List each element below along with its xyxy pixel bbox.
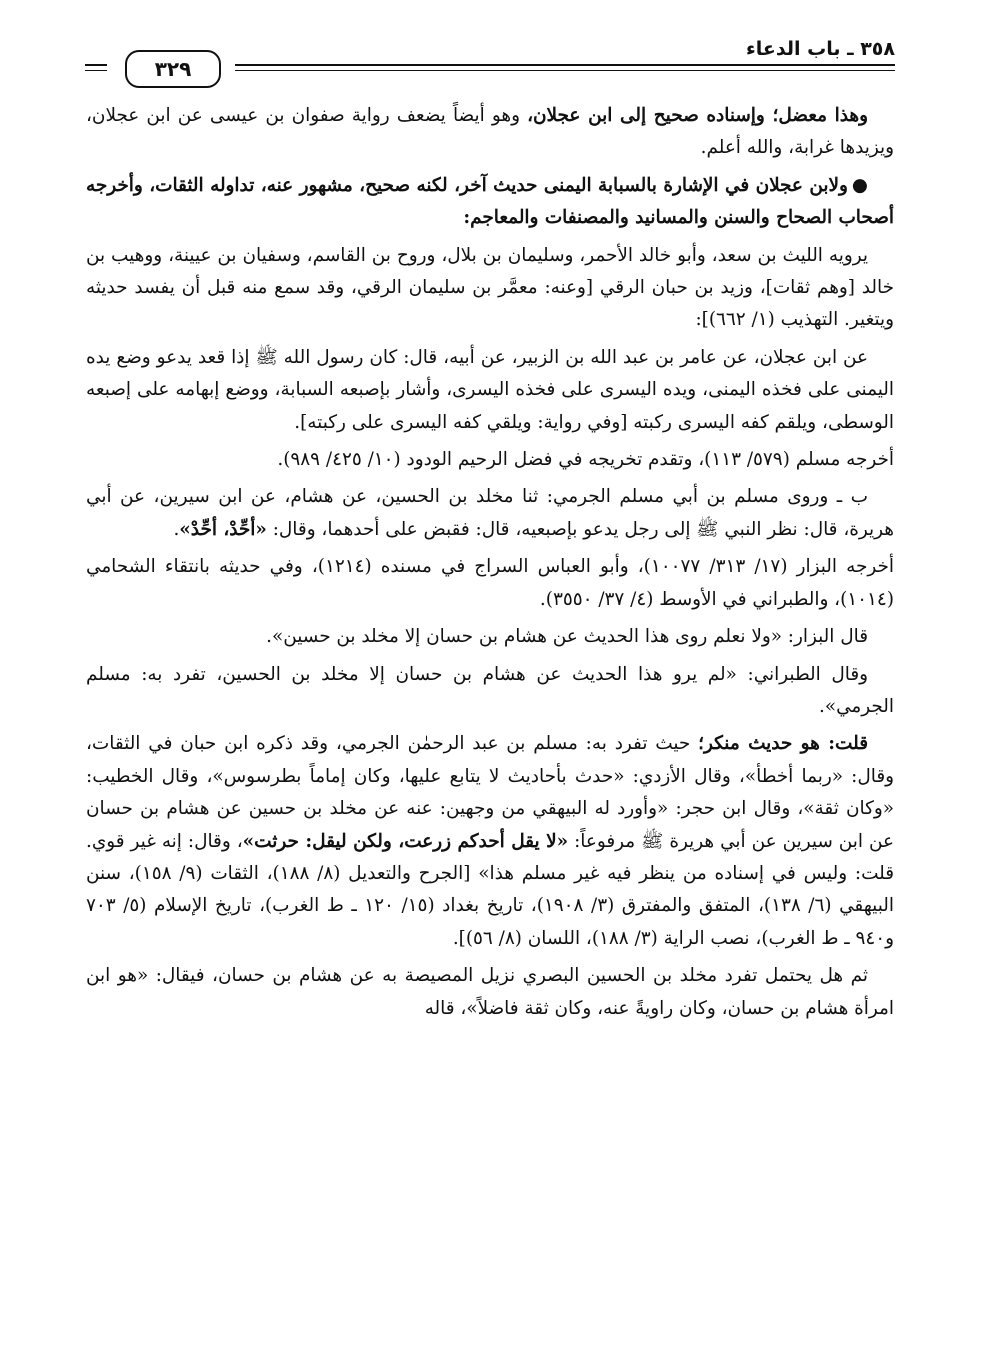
header-rule-right-top: [235, 64, 895, 66]
p10-text-2: ، وقال: إنه غير قوي. قلت: وليس في إسناده من ينظر فيه غير مسلم هذا» [الجرح والتعديل (٨/ ١٨٨)، الثقات (٩/ ١٥٨)، سنن البيهقي (٦/ ١٣٨)، المتفق والمفترق (٣/ ١٩٠٨)، تاريخ بغداد (١٥/ ١٢٠ ـ ط الغرب)، تاريخ الإسلام (٥/ ٧٠٣ و٩٤٠ ـ ط الغرب)، نصب الراية (٣/ ١٨٨)، اللسان (٨/ ٥٦)].: [86, 830, 895, 949]
page-number: ٣٢٩: [154, 57, 192, 81]
header-rule-left-top: [85, 64, 107, 66]
header-rule-right-bottom: [235, 70, 895, 71]
p6-end: .: [173, 518, 180, 540]
paragraph-3: يرويه الليث بن سعد، وأبو خالد الأحمر، وسليمان بن بلال، وروح بن القاسم، وسفيان بن عيينة، ووهيب بن خالد [وهم ثقات]، وزيد بن حبان الرقي [وعنه: معمَّر بن سليمان الرقي، وقد سمع منه قبل أن يفسد حديثه ويتغير. التهذيب (١/ ٦٦٢)]:: [86, 244, 894, 331]
p10-bold-quote: «لا يقل أحدكم زرعت، ولكن ليقل: حرثت»: [242, 830, 569, 852]
paragraph-6: [86, 481, 894, 546]
p10-text: حيث تفرد به: مسلم بن عبد الرحمٰن الجرمي، وقد ذكره ابن حبان في الثقات، وقال: «ربما أخطأ»، وقال الأزدي: «حدث بأحاديث لا يتابع عليها، وكان إماماً بطرسوس»، وقال الخطيب: «وكان ثقة»، وقال ابن حجر: «وأورد له البيهقي من وجهين: عنه عن مخلد بن حسين عن هشام بن حسان عن ابن سيرين عن أبي هريرة ﷺ مرفوعاً:: [86, 733, 894, 852]
bullet-icon: ●: [851, 174, 868, 196]
p1-bold: وهذا معضل؛ وإسناده صحيح إلى ابن عجلان،: [527, 105, 868, 126]
paragraph-11: ثم هل يحتمل تفرد مخلد بن الحسين البصري نزيل المصيصة به عن هشام بن حسان، فيقال: «هو ابن امرأة هشام بن حسان، وكان راويةً عنه، وكان ثقة فاضلاً»، قاله: [86, 965, 894, 1019]
paragraph-10: [86, 728, 894, 955]
paragraph-8: قال البزار: «ولا نعلم روى هذا الحديث عن هشام بن حسان إلا مخلد بن حسين».: [266, 626, 868, 648]
page-number-frame: [125, 50, 221, 88]
p10-bold: قلت: هو حديث منكر؛: [698, 733, 868, 755]
paragraph-5: أخرجه مسلم (٥٧٩/ ١١٣)، وتقدم تخريجه في فضل الرحيم الودود (١٠/ ٤٢٥/ ٩٨٩).: [277, 449, 894, 471]
paragraph-9: وقال الطبراني: «لم يرو هذا الحديث عن هشام بن حسان إلا مخلد بن الحسين، تفرد به: مسلم الجرمي».: [86, 663, 894, 717]
paragraph-2: [86, 170, 894, 235]
p6-text: ب ـ وروى مسلم بن أبي مسلم الجرمي: ثنا مخلد بن الحسين، عن هشام، عن ابن سيرين، عن أبي هريرة، قال: نظر النبي ﷺ إلى رجل يدعو بإصبعيه، قال: فقبض على أحدهما، وقال:: [86, 486, 894, 540]
running-head: ٣٥٨ ـ باب الدعاء: [746, 38, 895, 60]
p1-text: وهو أيضاً يضعف رواية صفوان بن عيسى عن ابن عجلان، ويزيدها غرابة، والله أعلم.: [86, 105, 894, 159]
p2-bold: ولابن عجلان في الإشارة بالسبابة اليمنى حديث آخر، لكنه صحيح، مشهور عنه، تداوله الثقات، وأخرجه أصحاب الصحاح والسنن والمسانيد والمصنفات والمعاجم:: [86, 174, 894, 229]
page-body: [86, 100, 894, 1030]
paragraph-7: أخرجه البزار (١٧/ ٣١٣/ ١٠٠٧٧)، وأبو العباس السراج في مسنده (١٢١٤)، وفي حديثه بانتقاء الشحامي (١٠١٤)، والطبراني في الأوسط (٤/ ٣٧/ ٣٥٥٠).: [86, 556, 895, 610]
p6-bold: «أحِّدْ، أحِّدْ»: [179, 518, 267, 540]
header-rule-left-bottom: [85, 70, 107, 71]
paragraph-1: [86, 100, 894, 165]
paragraph-4: عن ابن عجلان، عن عامر بن عبد الله بن الزبير، عن أبيه، قال: كان رسول الله ﷺ إذا قعد يدعو وضع يده اليمنى على فخذه اليمنى، ويده اليسرى على فخذه اليسرى، وأشار بإصبعه السبابة، ووضع إبهامه على إصبعه الوسطى، ويلقم كفه اليسرى ركبته [وفي رواية: ويلقي كفه اليسرى على ركبته].: [86, 346, 894, 433]
page-header: [85, 30, 895, 92]
